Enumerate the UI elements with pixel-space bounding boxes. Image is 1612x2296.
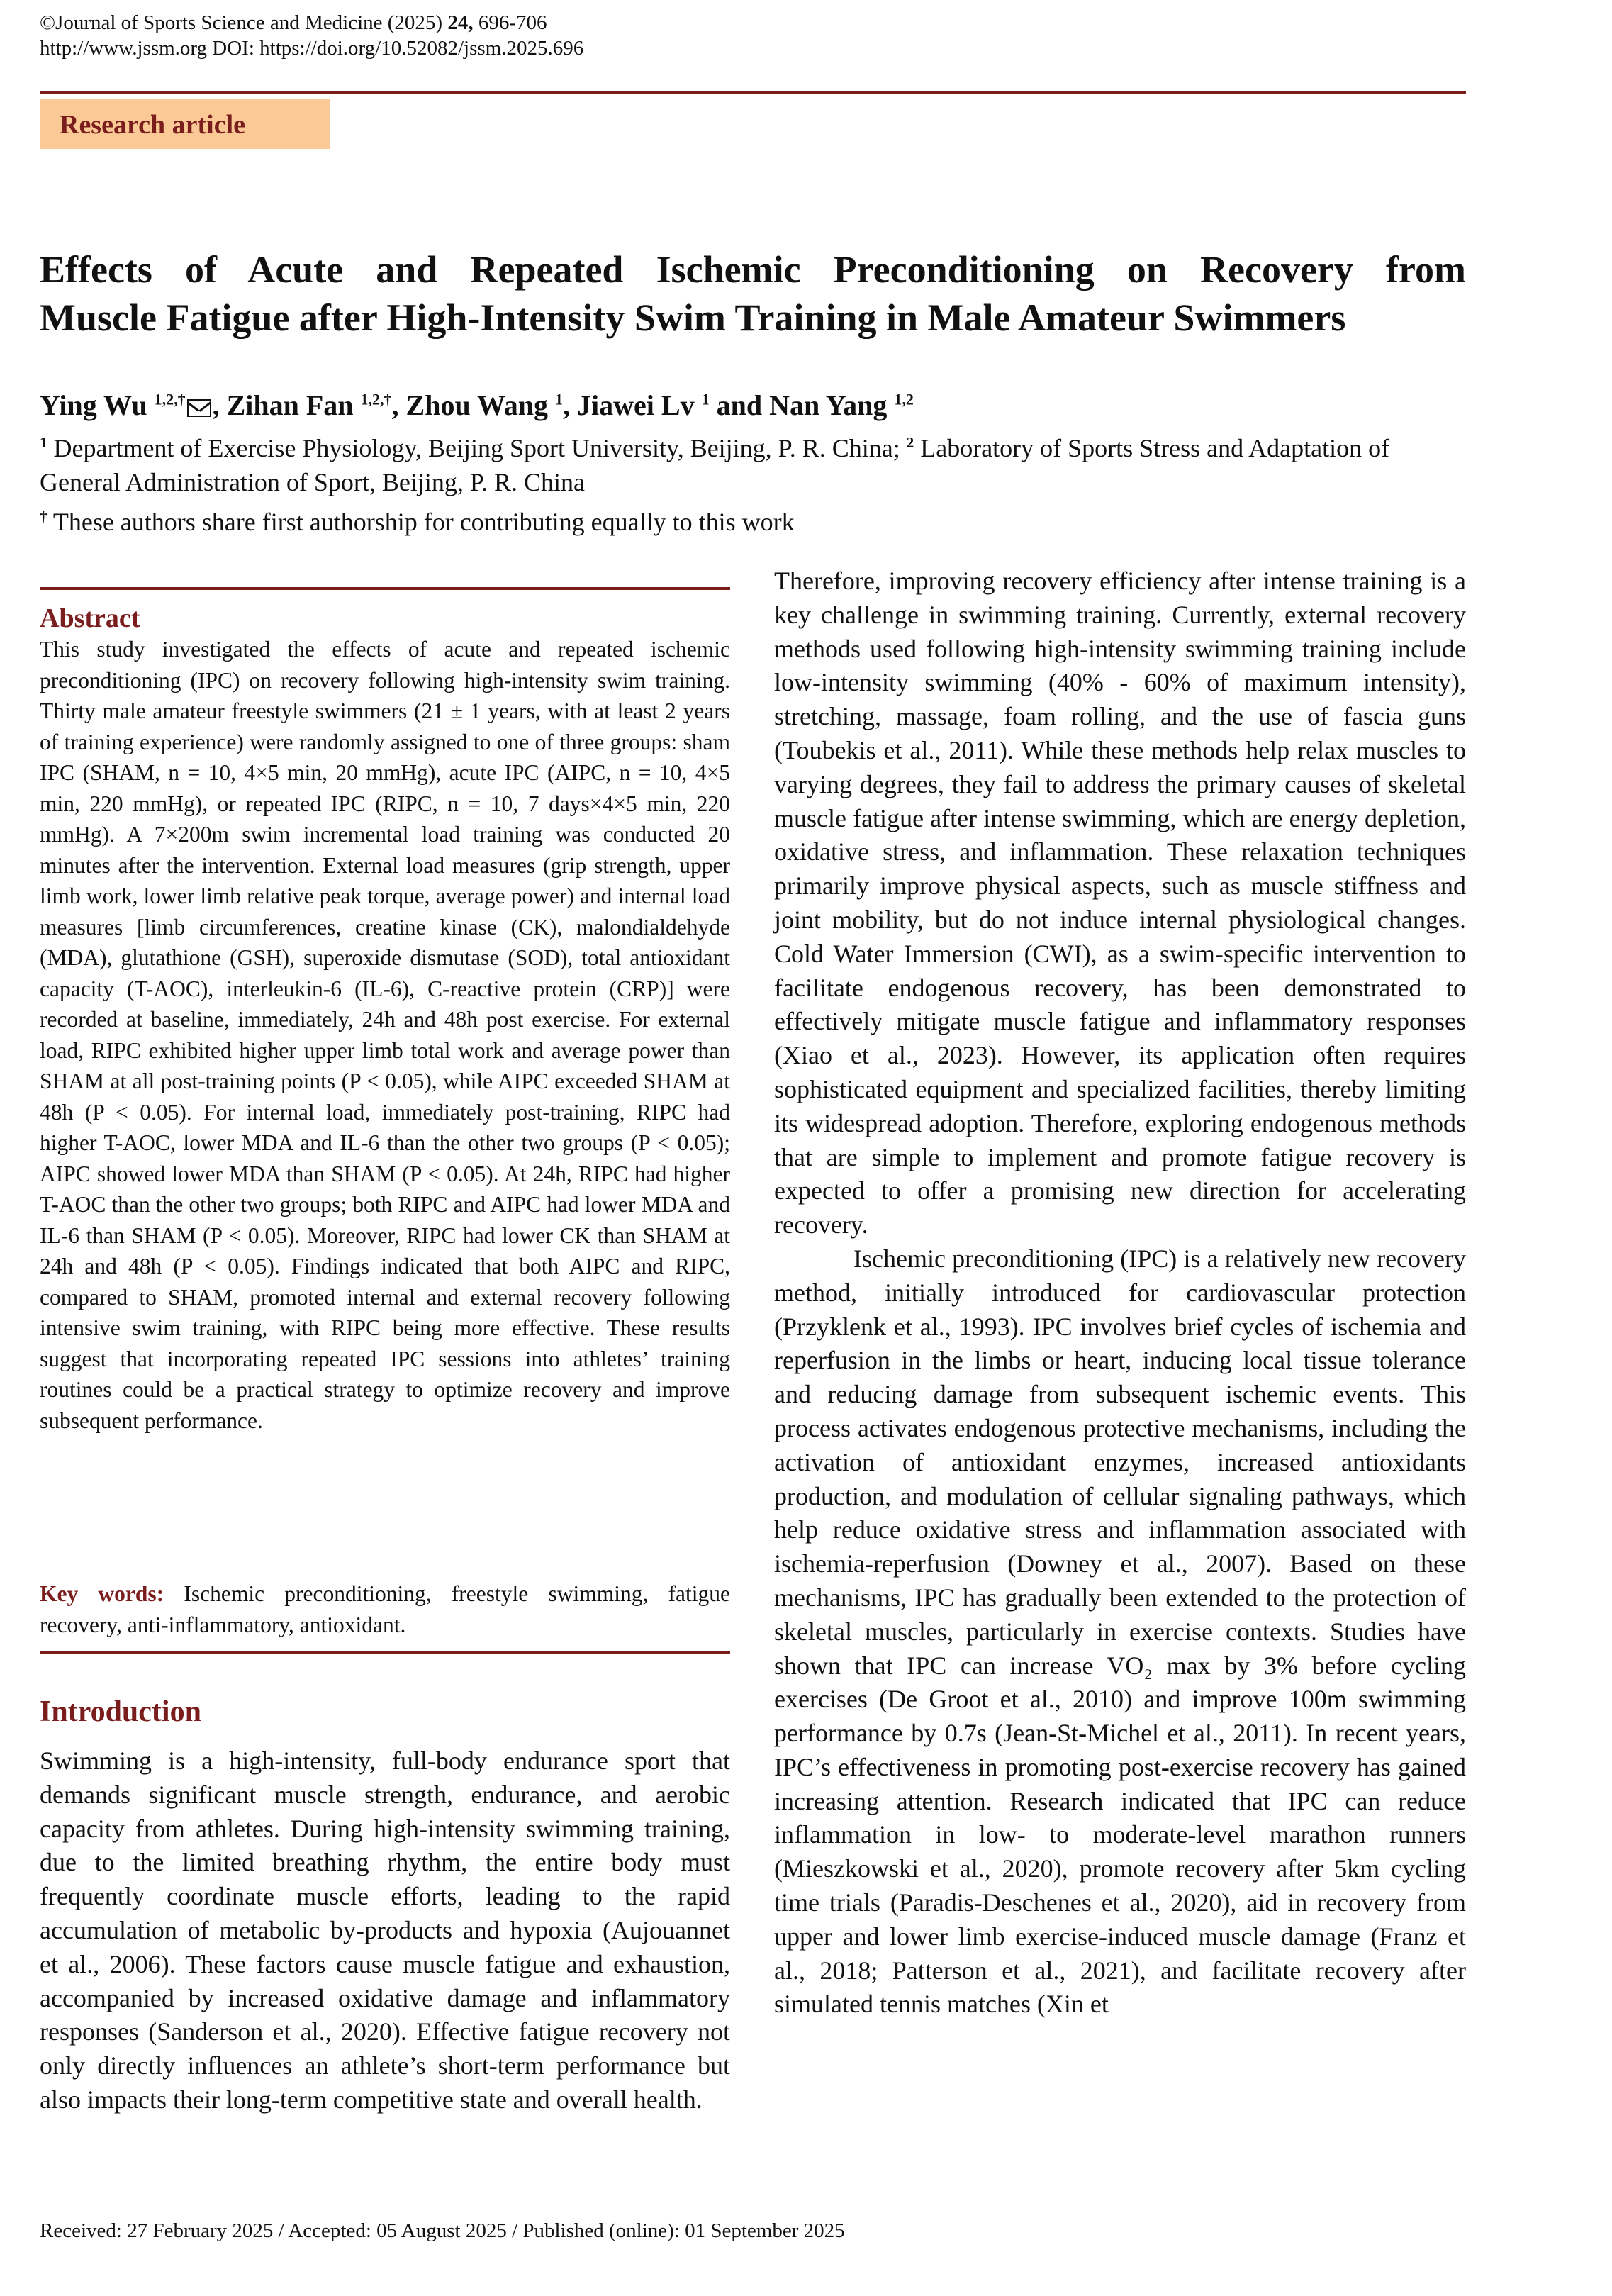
affiliations — [40, 425, 1466, 539]
author-name: Ying Wu — [40, 389, 147, 421]
article-type-badge — [40, 99, 330, 149]
keywords-label: Key words: — [40, 1581, 164, 1606]
email-envelope-icon[interactable] — [187, 399, 211, 417]
abstract-heading: Abstract — [40, 603, 140, 633]
author-name: , Zihan Fan — [212, 389, 354, 421]
keywords-bottom-rule — [40, 1651, 730, 1654]
keywords-text: Ischemic preconditioning, freestyle swimming, fatigue recovery, anti-inflammatory, antioxidant. — [40, 1581, 730, 1637]
journal-citation: ©Journal of Sports Science and Medicine (2025) 24, 696-706 — [40, 11, 547, 34]
right-column-text — [774, 564, 1466, 2022]
journal-doi[interactable]: http://www.jssm.org DOI: https://doi.org/10.52082/jssm.2025.696 — [40, 37, 584, 60]
body-paragraph: Therefore, improving recovery efficiency after intense training is a key challenge in swimming training. Currently, external recovery methods used following high-intensity swimming training include low-intensity swimming (40% - 60% of maximum intensity), stretching, massage, foam rolling, and the use of fascia guns (Toubekis et al., 2011). While these methods help relax muscles to varying degrees, they fail to address the primary causes of skeletal muscle fatigue after intense swimming, which are energy depletion, oxidative stress, and inflammation. These relaxation techniques primarily improve physical aspects, such as muscle stiffness and joint mobility, but do not induce internal physiological changes. Cold Water Immersion (CWI), as a swim-specific intervention to facilitate endogenous recovery, has been demonstrated to effectively mitigate muscle fatigue and inflammatory responses (Xiao et al., 2023). However, its application often requires sophisticated equipment and specialized facilities, thereby limiting its widespread adoption. Therefore, exploring endogenous methods that are simple to implement and promote fatigue recovery is expected to offer a promising new direction for accelerating recovery. — [774, 567, 1466, 1239]
author-list — [40, 389, 914, 422]
author-affil: 1 — [701, 390, 710, 408]
affiliation-1: Department of Exercise Physiology, Beijing Sport University, Beijing, P. R. China; — [47, 434, 907, 462]
author-affil: 1,2 — [894, 390, 914, 408]
article-title — [40, 245, 1466, 342]
abstract-top-rule — [40, 587, 730, 590]
authorship-note: These authors share first authorship for contributing equally to this work — [47, 508, 795, 536]
affiliation-2: Laboratory of Sports Stress and Adaptation of General Administration of Sport, Beijing, P. R. China — [40, 434, 1390, 496]
introduction-heading: Introduction — [40, 1695, 201, 1728]
affil-marker: † — [40, 508, 47, 525]
introduction-paragraph-1: Swimming is a high-intensity, full-body endurance sport that demands significant muscle strength, endurance, and aerobic capacity from athletes. During high-intensity swimming training, due to the limited breathing rhythm, the entire body must frequently coordinate muscle efforts, leading to the rapid accumulation of metabolic by-products and hypoxia (Aujouannet et al., 2006). These factors cause muscle fatigue and exhaustion, accompanied by increased oxidative damage and inflammatory responses (Sanderson et al., 2020). Effective fatigue recovery not only directly influences an athlete’s short-term performance but also impacts their long-term competitive state and overall health. — [40, 1746, 730, 2114]
keywords — [40, 1578, 730, 1640]
author-name: , Jiawei Lv — [563, 389, 695, 421]
author-affil: 1,2,† — [360, 390, 392, 408]
abstract-text: This study investigated the effects of acute and repeated ischemic preconditioning (IPC) on recovery following high-intensity swim training. Thirty male amateur freestyle swimmers (21 ± 1 years, with at least 2 years of training experience) were randomly assigned to one of three groups: sham IPC (SHAM, n = 10, 4×5 min, 20 mmHg), acute IPC (AIPC, n = 10, 4×5 min, 220 mmHg), or repeated IPC (RIPC, n = 10, 7 days×4×5 min, 220 mmHg). A 7×200m swim incremental load training was conducted 20 minutes after the intervention. External load measures (grip strength, upper limb work, lower limb relative peak torque, average power) and internal load measures [limb circumferences, creatine kinase (CK), malondialdehyde (MDA), glutathione (GSH), superoxide dismutase (SOD), total antioxidant capacity (T-AOC), interleukin-6 (IL-6), C-reactive protein (CRP)] were recorded at baseline, immediately, 24h and 48h post exercise. For external load, RIPC exhibited higher upper limb total work and average power than SHAM at all post-training points (P < 0.05), while AIPC exceeded SHAM at 48h (P < 0.05). For internal load, immediately post-training, RIPC had higher T-AOC, lower MDA and IL-6 than the other two groups (P < 0.05); AIPC showed lower MDA than SHAM (P < 0.05). At 24h, RIPC had higher T-AOC than the other two groups; both RIPC and AIPC had lower MDA and IL-6 than SHAM (P < 0.05). Moreover, RIPC had lower CK than SHAM at 24h and 48h (P < 0.05). Findings indicated that both AIPC and RIPC, compared to SHAM, promoted internal and external recovery following intensive swim training, with RIPC being more effective. These results suggest that incorporating repeated IPC sessions into athletes’ training routines could be a practical strategy to optimize recovery and improve subsequent performance. — [40, 637, 730, 1433]
affil-marker: 2 — [906, 434, 914, 451]
article-type-label: Research article — [60, 110, 246, 140]
publication-dates: Received: 27 February 2025 / Accepted: 05 August 2025 / Published (online): 01 September 2025 — [40, 2219, 845, 2242]
header-rule — [40, 91, 1466, 94]
author-name: , Zhou Wang — [391, 389, 549, 421]
affil-marker: 1 — [40, 434, 47, 451]
title-line-2: Muscle Fatigue after High-Intensity Swim Training in Male Amateur Swimmers — [40, 296, 1346, 339]
title-line-1: Effects of Acute and Repeated Ischemic Preconditioning on Recovery from — [40, 248, 1466, 291]
author-affil: 1 — [555, 390, 564, 408]
author-affil: 1,2,† — [154, 390, 186, 408]
body-paragraph: Ischemic preconditioning (IPC) is a relatively new recovery method, initially introduced for cardiovascular protection (Przyklenk et al., 1993). IPC involves brief cycles of ischemia and reperfusion in the limbs or heart, inducing local tissue tolerance and reducing damage from subsequent ischemic events. This process activates endogenous protective mechanisms, including the activation of antioxidant enzymes, increased antioxidants production, and modulation of cellular signaling pathways, which help reduce oxidative stress and inflammation associated with ischemia-reperfusion (Downey et al., 2007). Based on these mechanisms, IPC has gradually been extended to the protection of skeletal muscles, particularly in exercise contexts. Studies have shown that IPC can increase VO₂ max by 3% before cycling exercises (De Groot et al., 2010) and improve 100m swimming performance by 0.7s (Jean-St-Michel et al., 2011). In recent years, IPC’s effectiveness in promoting post-exercise recovery has gained increasing attention. Research indicated that IPC can reduce inflammation in low- to moderate-level marathon runners (Mieszkowski et al., 2020), promote recovery after 5km cycling time trials (Paradis-Deschenes et al., 2020), aid in recovery from upper and lower limb exercise-induced muscle damage (Franz et al., 2018; Patterson et al., 2021), and facilitate recovery after simulated tennis matches (Xin et — [774, 1244, 1466, 2019]
author-name: and Nan Yang — [709, 389, 888, 421]
